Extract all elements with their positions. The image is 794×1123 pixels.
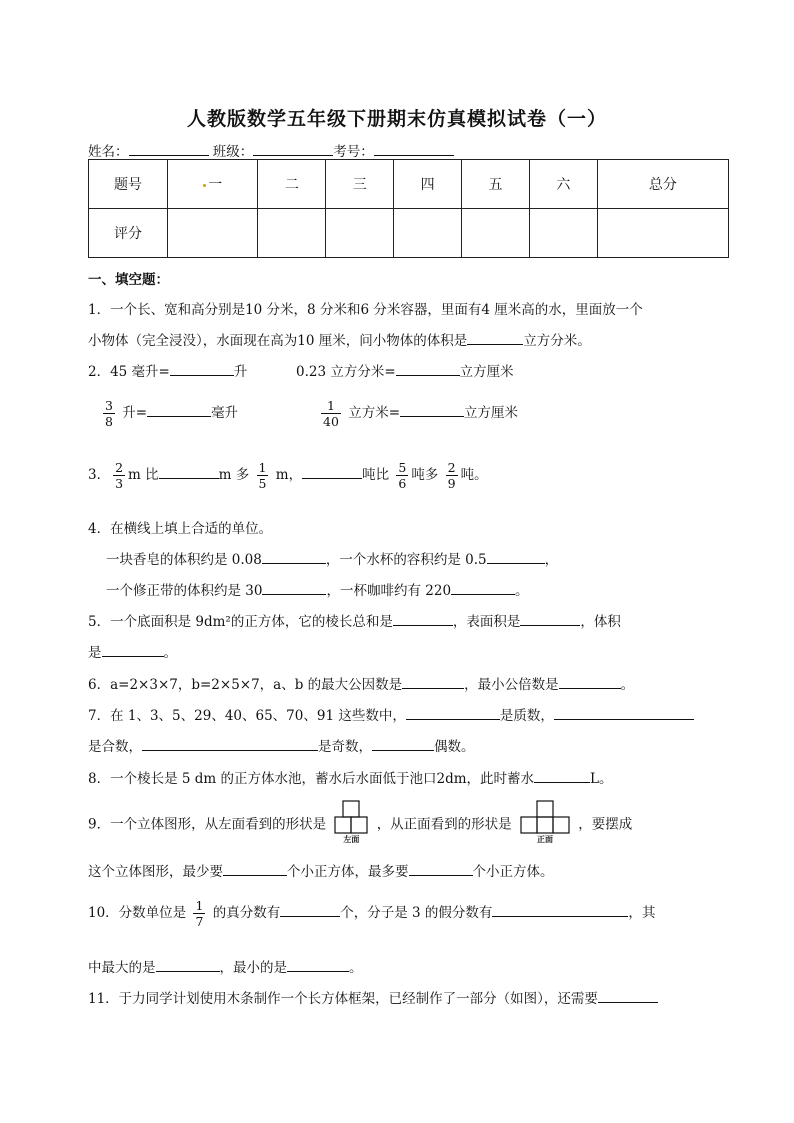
- q10-line1: 10．分数单位是 $\frac{1}{7}$ 的真分数有 个，分子是 3 的假分数有 ，其: [88, 898, 656, 929]
- q4-line1: 4．在横线上填上合适的单位。: [88, 521, 273, 537]
- score-cell-3: 三: [326, 160, 394, 209]
- fraction: $\frac{1}{5}$: [258, 460, 267, 491]
- answer-blank[interactable]: [598, 988, 658, 1003]
- score-cell-6: 六: [529, 160, 597, 209]
- name-label: 姓名：: [88, 144, 129, 160]
- fraction: $\frac{2}{3}$: [115, 460, 124, 491]
- page-title: 人教版数学五年级下册期末仿真模拟试卷（一）: [186, 108, 607, 130]
- score-cell-label: 题号: [89, 160, 168, 209]
- answer-blank[interactable]: [302, 464, 362, 479]
- q1-line2: 小物体（完全浸没），水面现在高为10 厘米，问小物体的体积是 立方分米。: [88, 329, 591, 349]
- dot-mark: [203, 184, 206, 187]
- score-input[interactable]: [462, 209, 530, 258]
- answer-blank[interactable]: [280, 902, 340, 917]
- answer-blank[interactable]: [102, 642, 164, 657]
- answer-blank[interactable]: [554, 705, 694, 720]
- q10-line2: 中最大的是 ，最小的是 。: [88, 956, 363, 976]
- score-input[interactable]: [326, 209, 394, 258]
- class-label: 班级：: [212, 144, 254, 160]
- score-input[interactable]: [168, 209, 258, 258]
- q7-line2: 是合数， 是奇数， 偶数。: [88, 735, 475, 755]
- score-input[interactable]: [597, 209, 728, 258]
- q6-line: 6．a=2×3×7，b=2×5×7，a、b 的最大公因数是 ，最小公倍数是 。: [88, 673, 634, 693]
- fraction: $\frac{2}{9}$: [447, 460, 456, 491]
- answer-blank[interactable]: [520, 611, 580, 626]
- q4-line3: 一个修正带的体积约是 30 ，一杯咖啡约有 220 。: [106, 579, 529, 599]
- score-table-header-row: [89, 160, 729, 209]
- q5-line1: 5．一个底面积是 9dm²的正方体，它的棱长总和是 ，表面积是 ，体积: [88, 610, 621, 630]
- answer-blank[interactable]: [406, 705, 500, 720]
- score-input[interactable]: [529, 209, 597, 258]
- score-cell-5: 五: [462, 160, 530, 209]
- answer-blank[interactable]: [487, 549, 545, 564]
- score-cell-2: 二: [258, 160, 326, 209]
- fraction: $\frac{3}{8}$: [105, 398, 113, 429]
- q9-line2: 这个立体图形，最少要 个小正方体，最多要 个小正方体。: [88, 860, 554, 880]
- answer-blank[interactable]: [156, 957, 220, 972]
- class-blank[interactable]: [253, 141, 333, 156]
- name-blank[interactable]: [129, 141, 209, 156]
- answer-blank[interactable]: [170, 361, 234, 376]
- score-input[interactable]: [258, 209, 326, 258]
- answer-blank[interactable]: [467, 330, 523, 345]
- answer-blank[interactable]: [147, 402, 211, 417]
- answer-blank[interactable]: [409, 861, 473, 876]
- q4-line2: 一块香皂的体积约是 0.08 ，一个水杯的容积约是 0.5 ，: [106, 548, 558, 568]
- answer-blank[interactable]: [534, 768, 590, 783]
- score-table-score-row: [89, 209, 729, 258]
- id-blank[interactable]: [374, 141, 454, 156]
- q2-line2: $\frac{3}{8}$ 升= 毫升: [105, 398, 239, 429]
- q3-line: 3． $\frac{2}{3}$ m 比 m 多 $\frac{1}{5}$ m， 吨比 $\frac{5}{6}$ 吨多 $\frac{2}{9}$ 吨。: [88, 460, 488, 491]
- answer-blank[interactable]: [396, 361, 460, 376]
- q1-line1: 1．一个长、宽和高分别是10 分米，8 分米和6 分米容器，里面有4 厘米高的水，里面放一个: [88, 302, 643, 318]
- score-cell-total: 总分: [597, 160, 728, 209]
- answer-blank[interactable]: [393, 611, 453, 626]
- front-view-figure: 正面: [520, 800, 570, 845]
- fraction: $\frac{1}{40}$: [323, 398, 339, 429]
- left-view-figure: 左面: [334, 800, 368, 845]
- answer-blank[interactable]: [372, 736, 434, 751]
- answer-blank[interactable]: [159, 464, 219, 479]
- q8-line: 8．一个棱长是 5 dm 的正方体水池，蓄水后水面低于池口2dm，此时蓄水 L。: [88, 767, 613, 787]
- answer-blank[interactable]: [223, 861, 287, 876]
- answer-blank[interactable]: [400, 402, 464, 417]
- q2-line2b: $\frac{1}{40}$ 立方米= 立方厘米: [323, 398, 519, 429]
- answer-blank[interactable]: [451, 580, 515, 595]
- q11-line: 11．于力同学计划使用木条制作一个长方体框架，已经制作了一部分（如图），还需要: [88, 987, 658, 1007]
- q5-line2: 是 。: [88, 641, 177, 661]
- answer-blank[interactable]: [262, 580, 326, 595]
- answer-blank[interactable]: [262, 549, 326, 564]
- q2-line1: 2．45 毫升= 升: [88, 360, 247, 380]
- q9-line1: 9．一个立体图形，从左面看到的形状是 左面 ，从正面看到的形状是 正面 ，要摆成: [88, 800, 632, 845]
- score-input[interactable]: [394, 209, 462, 258]
- answer-blank[interactable]: [402, 674, 464, 689]
- answer-blank[interactable]: [559, 674, 621, 689]
- fraction: $\frac{5}{6}$: [398, 460, 407, 491]
- score-table: [88, 159, 729, 258]
- score-cell-1: 一: [168, 160, 258, 209]
- id-label: 考号：: [333, 144, 374, 160]
- fraction: $\frac{1}{7}$: [195, 898, 204, 929]
- answer-blank[interactable]: [142, 736, 318, 751]
- section-heading: 一、填空题：: [88, 272, 169, 288]
- student-info-line: [88, 140, 454, 160]
- front-view-icon: [520, 800, 570, 834]
- score-cell-4: 四: [394, 160, 462, 209]
- score-row-label: 评分: [89, 209, 168, 258]
- q2-line1b: 0.23 立方分米= 立方厘米: [296, 360, 514, 380]
- answer-blank[interactable]: [287, 957, 349, 972]
- left-view-icon: [334, 800, 368, 834]
- answer-blank[interactable]: [492, 902, 628, 917]
- q7-line1: 7．在 1、3、5、29、40、65、70、91 这些数中， 是质数，: [88, 704, 694, 724]
